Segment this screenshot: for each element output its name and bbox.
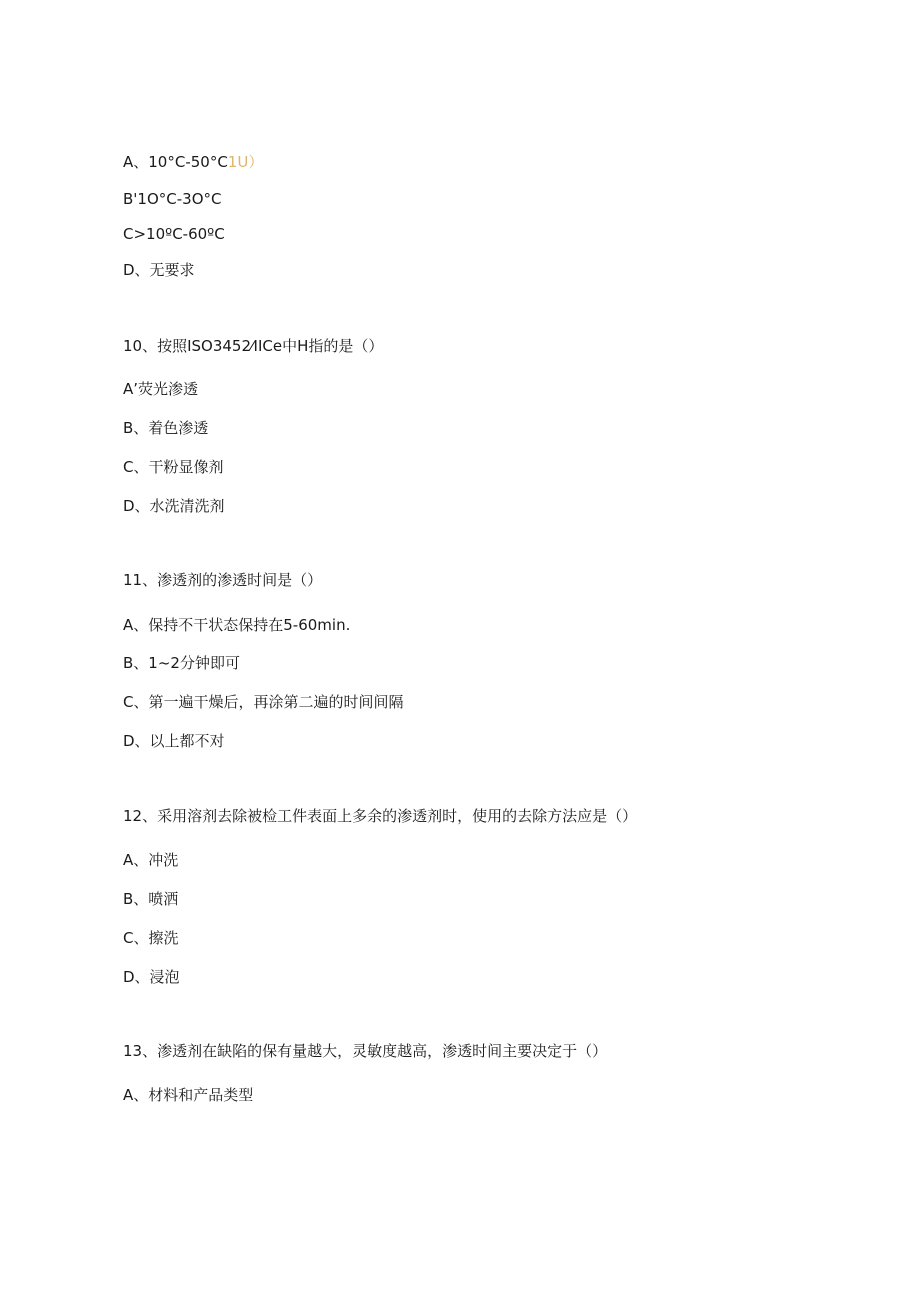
q12-option-b: B、喷洒	[123, 890, 179, 908]
q12-question: 12、采用溶剂去除被检工件表面上多余的渗透剂时，使用的去除方法应是（）	[123, 807, 638, 825]
q9-option-a	[123, 152, 263, 172]
q13-question: 13、渗透剂在缺陷的保有量越大，灵敏度越高，渗透时间主要决定于（）	[123, 1042, 608, 1060]
q11-question: 11、渗透剂的渗透时间是（）	[123, 571, 323, 589]
q9-option-a-mark: 1U）	[227, 153, 264, 171]
q9-option-c: C>10ºC-60ºC	[123, 225, 225, 243]
q12-option-d: D、浸泡	[123, 968, 180, 986]
q10-option-b: B、着色渗透	[123, 419, 209, 437]
q9-option-d: D、无要求	[123, 261, 195, 279]
q11-option-a: A、保持不干状态保持在5-60min.	[123, 616, 351, 634]
q10-option-a: A’荧光渗透	[123, 380, 199, 398]
q10-option-c: C、干粉显像剂	[123, 458, 224, 476]
q11-option-d: D、以上都不对	[123, 732, 225, 750]
q9-option-a-text: A、10°C-50°C	[123, 153, 228, 171]
q10-question: 10、按照ISO3452⁄IICe中H指的是（）	[123, 337, 384, 355]
q10-option-d: D、水洗清洗剂	[123, 497, 225, 515]
q13-option-a: A、材料和产品类型	[123, 1086, 254, 1104]
q12-option-c: C、擦洗	[123, 929, 179, 947]
q11-option-c: C、第一遍干燥后，再涂第二遍的时间间隔	[123, 693, 404, 711]
q9-option-b: B'1O°C-3O°C	[123, 190, 222, 208]
q11-option-b: B、1~2分钟即可	[123, 654, 240, 672]
q12-option-a: A、冲洗	[123, 851, 179, 869]
